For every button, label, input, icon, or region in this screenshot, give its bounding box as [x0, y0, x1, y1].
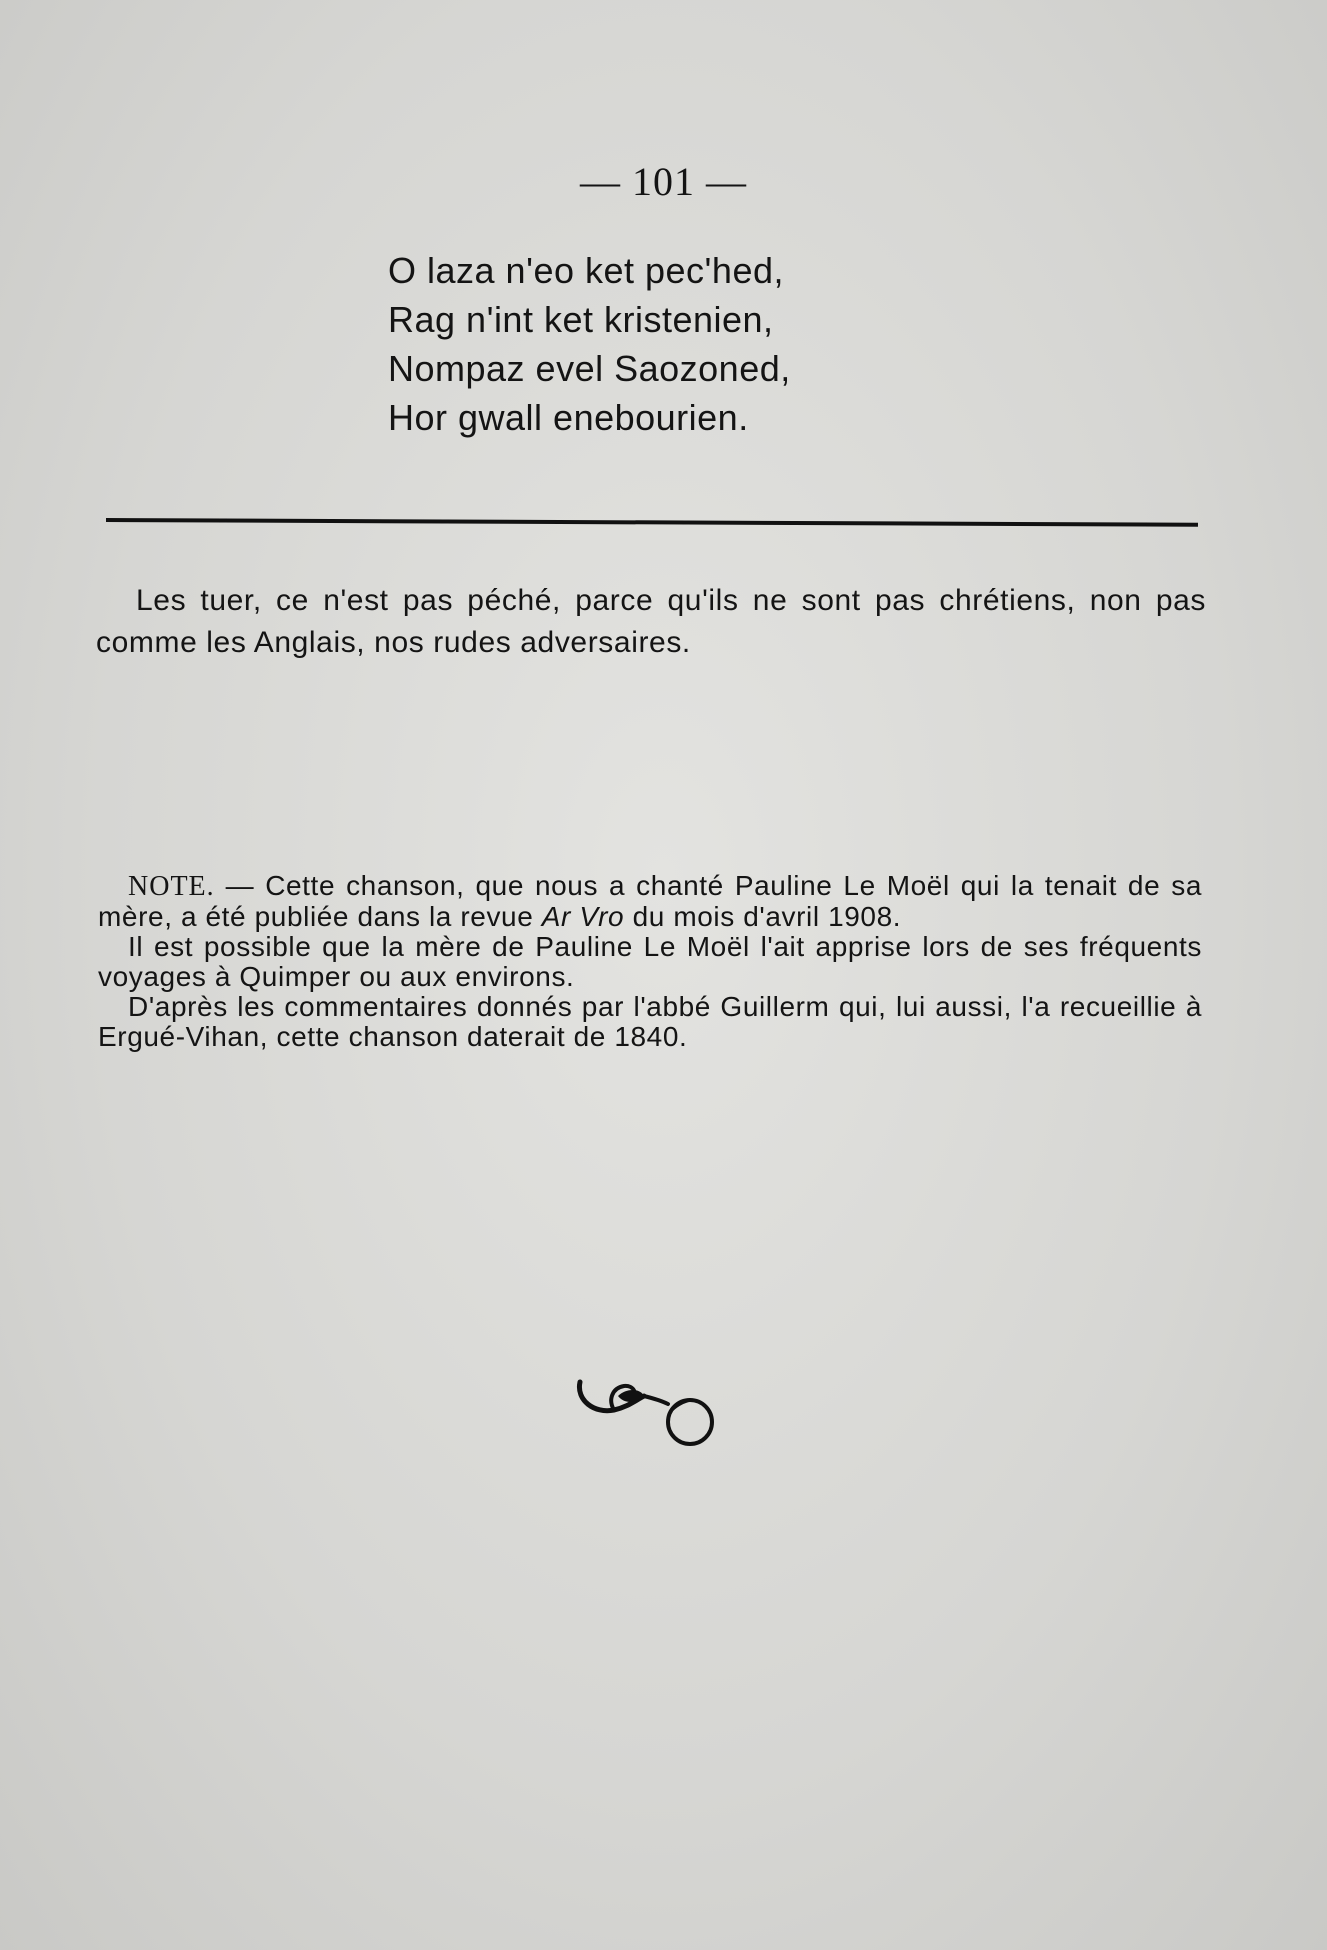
verse-line: Nompaz evel Saozoned, — [388, 348, 791, 389]
journal-title: Ar Vro — [541, 901, 625, 932]
horizontal-rule — [106, 518, 1198, 527]
verse-line: Hor gwall enebourien. — [388, 397, 749, 438]
page-number: — 101 — — [580, 159, 747, 204]
note-text: du mois d'avril 1908. — [624, 901, 902, 932]
note-paragraph: Il est possible que la mère de Pauline Le Moël l'ait apprise lors de ses fréquents voyages à Quimper ou aux environs. — [98, 931, 1202, 992]
french-translation: Les tuer, ce n'est pas péché, parce qu'ils ne sont pas chrétiens, non pas comme les Anglais, nos rudes adversaires. — [96, 584, 1206, 659]
breton-verse — [388, 246, 1008, 442]
note-section — [98, 871, 1202, 1052]
note-label: NOTE. — [128, 871, 215, 902]
note-text: — Cette chanson, que nous a chanté Pauline Le Moël qui la tenait de sa mère, a été publiée dans la revue — [98, 870, 1202, 932]
verse-line: O laza n'eo ket pec'hed, — [388, 250, 784, 291]
floral-ornament-icon — [572, 1370, 722, 1452]
note-paragraph — [98, 871, 1202, 932]
note-paragraph: D'après les commentaires donnés par l'abbé Guillerm qui, lui aussi, l'a recueillie à Ergué-Vihan, cette chanson daterait de 1840. — [98, 991, 1202, 1052]
verse-line: Rag n'int ket kristenien, — [388, 299, 774, 340]
